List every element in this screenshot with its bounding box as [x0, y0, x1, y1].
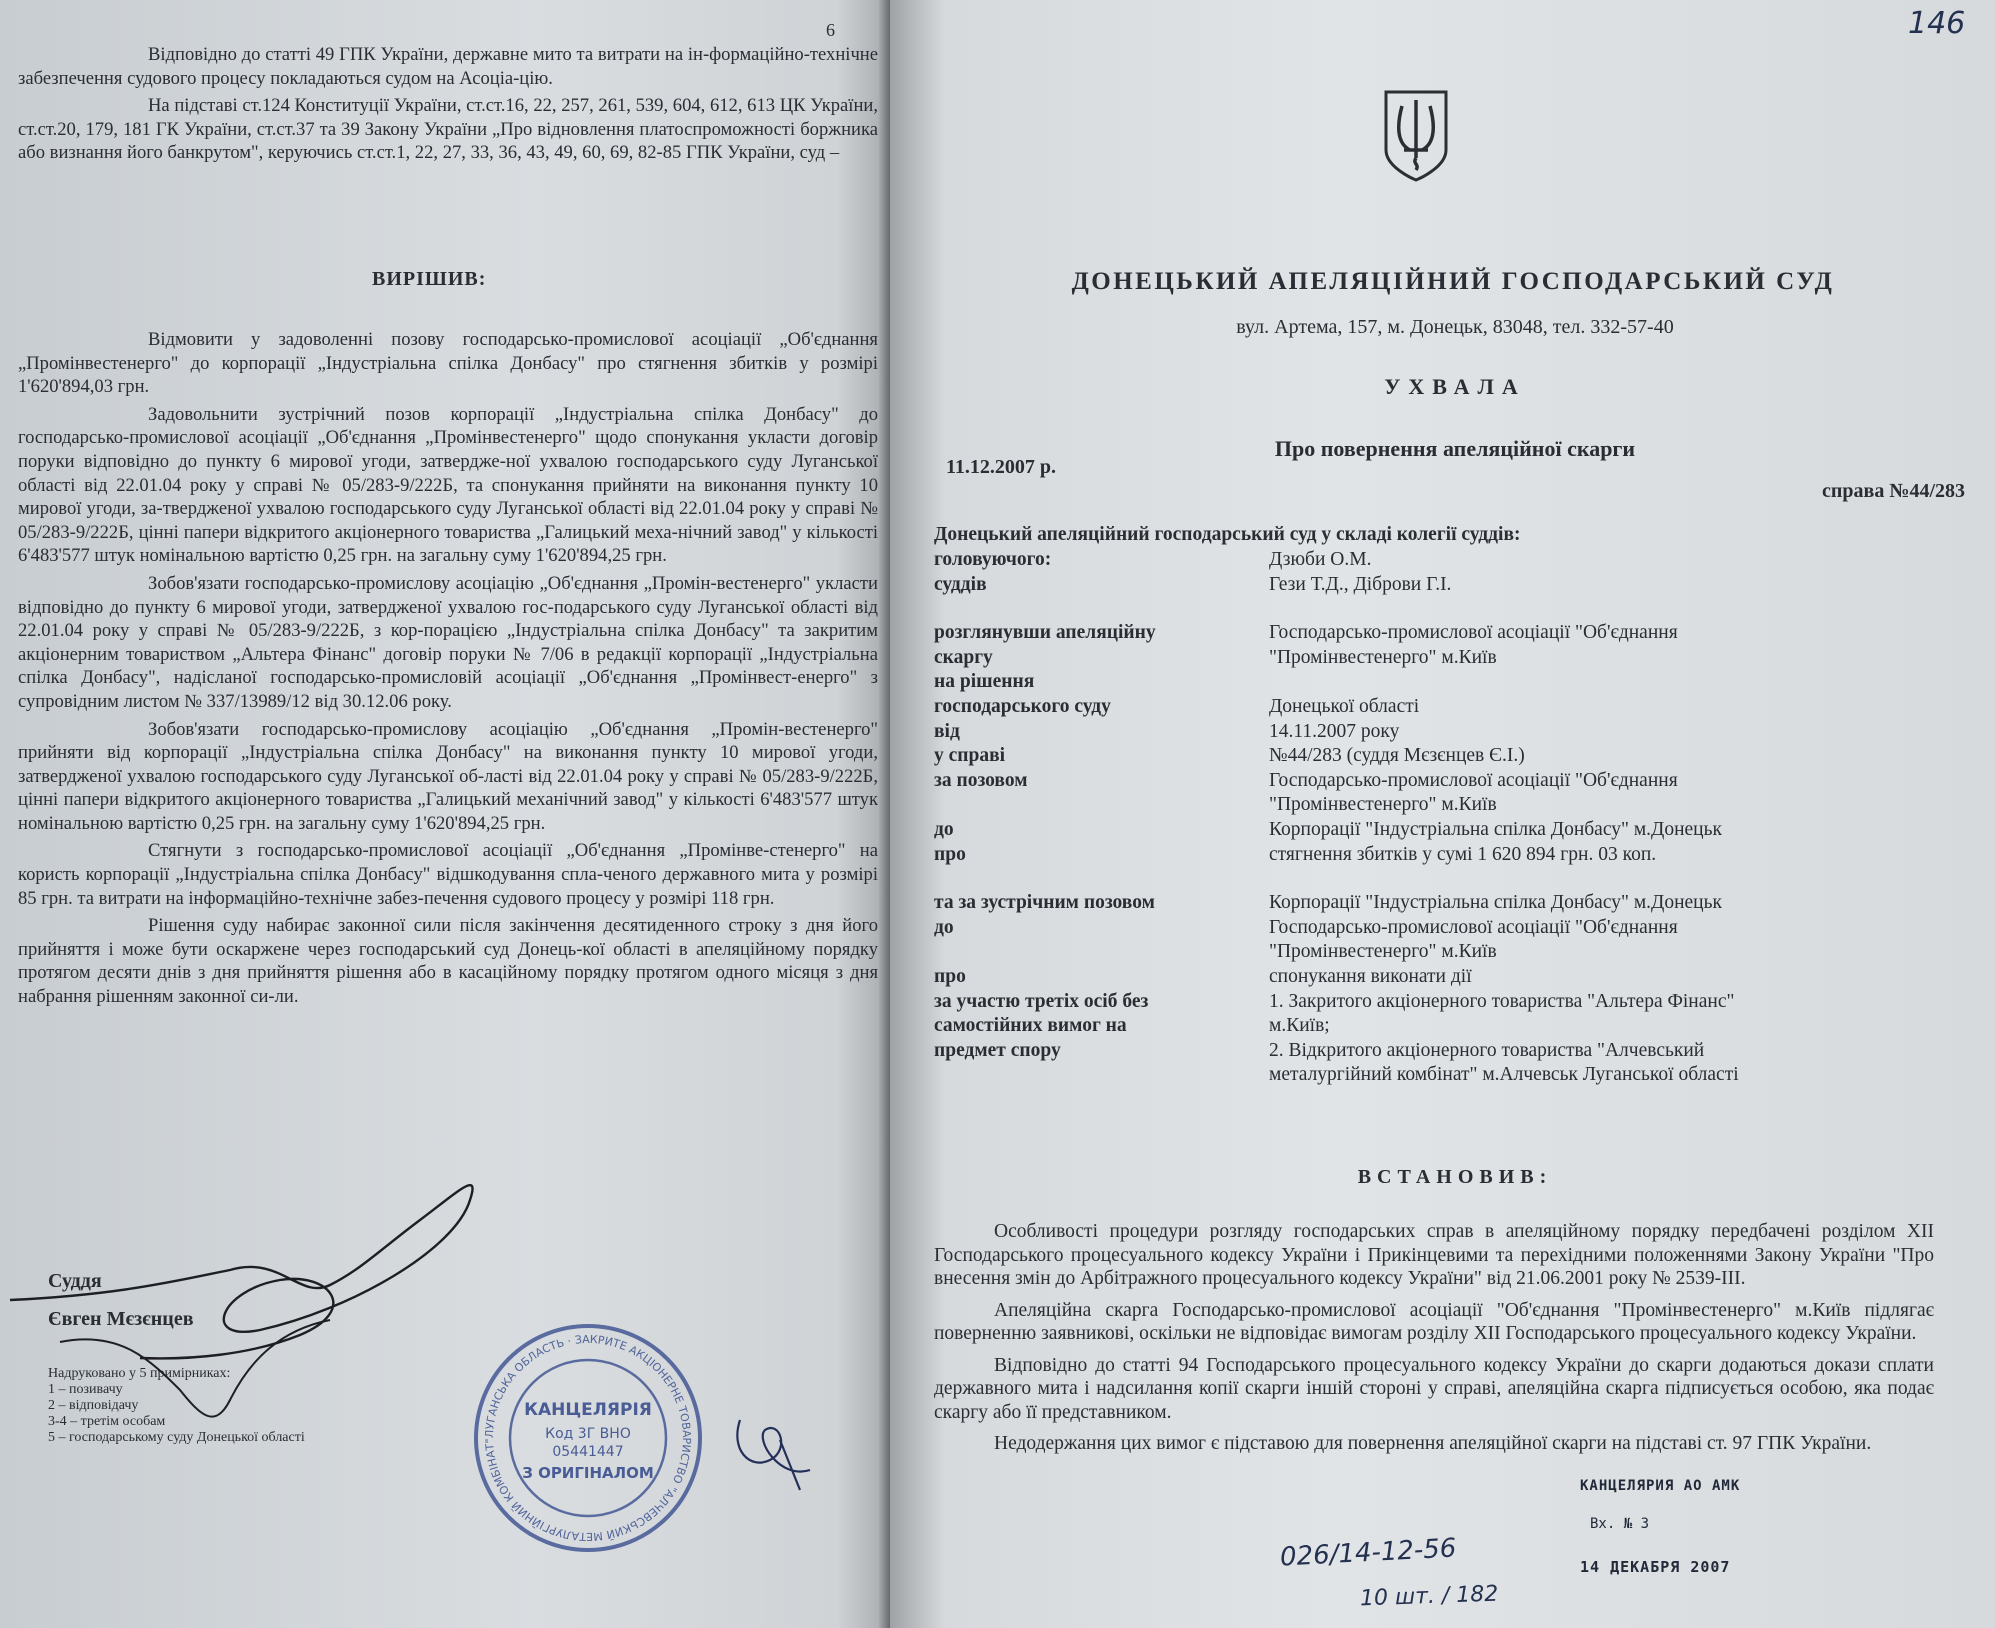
distribution-item: 5 – господарському суду Донецької області	[48, 1430, 305, 1445]
case-detail-value	[1269, 670, 1954, 695]
case-detail-row	[934, 793, 1954, 818]
distribution-item: 2 – відповідачу	[48, 1398, 139, 1413]
case-detail-row	[934, 965, 1954, 990]
decision-text	[18, 328, 878, 1009]
case-detail-value: спонукання виконати дії	[1269, 965, 1472, 987]
stamp-line2: Код 3Г ВНО	[545, 1426, 631, 1442]
case-detail-label	[934, 597, 1269, 621]
judge-name: Євген Мєзєнцев	[48, 1308, 194, 1330]
case-detail-value: стягнення збитків у сумі 1 620 894 грн. 03 коп.	[1269, 843, 1657, 865]
inbound-stamp	[1580, 1478, 1740, 1576]
case-detail-value: металургійний комбінат" м.Алчевськ Луганської області	[1269, 1064, 1739, 1086]
case-detail-row	[934, 867, 1954, 891]
case-detail-value: №44/283 (суддя Мєзєнцев Є.І.)	[1269, 745, 1525, 767]
case-detail-value: Корпорації "Індустріальна спілка Донбасу" м.Донецьк	[1269, 892, 1722, 914]
case-detail-label	[934, 793, 1269, 818]
case-detail-value: 2. Відкритого акціонерного товариства "Алчевський	[1269, 1039, 1705, 1061]
case-detail-label: до	[934, 818, 954, 840]
case-detail-row	[934, 621, 1954, 646]
paragraph: Апеляційна скарга Господарсько-промислової асоціації "Об'єднання "Промінвестенерго" м.Київ підлягає поверненню заявникові, оскільки не відповідає вимогам розділу XII Господарського процесуального кодексу України.	[934, 1299, 1934, 1344]
case-detail-row	[934, 818, 1954, 843]
case-detail-label: до	[934, 916, 954, 938]
paragraph: Зобов'язати господарсько-промислову асоціацію „Об'єднання „Промін-вестенерго" прийняти від корпорації „Індустріальна спілка Донбасу" на виконання пункту 10 мирової угоди, затвердженої ухвалою господарського суду Луганської об-ласті від 22.01.04 року у справі № 05/283-9/222Б, цінні папери відкритого акціонерного товариства „Галицький механічний завод" у кількості 6'483'577 штук номінальною вартістю 0,25 грн. на загальну суму 1'620'894,25 грн.	[18, 718, 878, 834]
court-name: ДОНЕЦЬКИЙ АПЕЛЯЦІЙНИЙ ГОСПОДАРСЬКИЙ СУД	[1071, 268, 1835, 295]
case-detail-row	[934, 548, 1954, 573]
round-stamp	[468, 1318, 708, 1558]
case-detail-label: самостійних вимог на	[934, 1015, 1127, 1037]
case-detail-row	[934, 1014, 1954, 1039]
case-detail-label: предмет спору	[934, 1039, 1061, 1061]
case-detail-row	[934, 670, 1954, 695]
case-detail-row	[934, 916, 1954, 941]
case-detail-row	[934, 1063, 1954, 1088]
court-address: вул. Артема, 157, м. Донецьк, 83048, тел. 332-57-40	[1236, 316, 1674, 338]
right-page	[890, 0, 1995, 1628]
case-detail-row	[934, 646, 1954, 671]
case-detail-value: Господарсько-промислової асоціації "Об'єднання	[1269, 916, 1678, 938]
case-details-table	[934, 548, 1954, 1088]
paragraph: Рішення суду набирає законної сили після закінчення десятиденного строку з дня його прийняття і може бути оскаржене через господарський суд Донець-кої області в апеляційному порядку протягом десяти днів з дня прийняття рішення або в касаційному порядку протягом одного місяця з дня набрання рішенням законної си-ли.	[18, 915, 878, 1008]
case-detail-value: 1. Закритого акціонерного товариства "Альтера Фінанс"	[1269, 990, 1735, 1012]
inbound-stamp-line1: КАНЦЕЛЯРИЯ АО АМК	[1580, 1478, 1741, 1494]
distribution-item: 3-4 – третім особам	[48, 1414, 166, 1429]
case-detail-value: Дзюби О.М.	[1269, 549, 1372, 570]
judge-label: Суддя	[48, 1270, 102, 1292]
case-detail-label: за участю третіх осіб без	[934, 990, 1149, 1012]
case-detail-row	[934, 744, 1954, 769]
case-detail-row	[934, 1039, 1954, 1064]
case-detail-label: скаргу	[934, 646, 993, 668]
case-detail-label	[934, 1063, 1269, 1088]
case-detail-row	[934, 695, 1954, 720]
paragraph: Особливості процедури розгляду господарських справ в апеляційному порядку передбачені розділом XII Господарського процесуального кодексу України і Прикінцевими та перехідними положеннями Закону України "Про внесення змін до Арбітражного процесуального кодексу України" від 21.06.2001 року № 2539-ІІІ.	[934, 1221, 1934, 1289]
case-detail-label: за позовом	[934, 769, 1028, 791]
case-detail-row	[934, 573, 1954, 598]
inbound-stamp-line2: Вх. № 3	[1590, 1516, 1650, 1532]
case-detail-value: Корпорації "Індустріальна спілка Донбасу" м.Донецьк	[1269, 818, 1722, 840]
stamp-ring-text: ЛУГАНСЬКА ОБЛАСТЬ · ЗАКРИТЕ АКЦІОНЕРНЕ ТОВАРИСТВО "АЛЧЕВСЬКИЙ МЕТАЛУРГІЙНИЙ КОМБІНАТ"	[482, 1332, 694, 1544]
case-detail-value: м.Київ;	[1269, 1015, 1330, 1037]
distribution-title: Надруковано у 5 примірниках:	[48, 1366, 231, 1381]
panel-intro: Донецький апеляційний господарський суд у складі колегії суддів:	[934, 524, 1521, 545]
case-detail-value	[1269, 597, 1954, 621]
coat-of-arms-icon	[1382, 88, 1450, 182]
case-detail-row	[934, 720, 1954, 745]
decision-heading: ВИРІШИВ:	[372, 268, 487, 290]
paragraph: На підставі ст.124 Конституції України, ст.ст.16, 22, 257, 261, 539, 604, 612, 613 ЦК України, ст.ст.20, 179, 181 ГК України, ст.ст.37 та 39 Закону України „Про відновлення платоспроможності боржника або визнання його банкрутом", керуючись ст.ст.1, 22, 27, 33, 36, 43, 49, 60, 69, 82-85 ГПК України, суд –	[18, 95, 878, 164]
distribution-item: 1 – позивачу	[48, 1382, 123, 1397]
case-detail-label: господарського суду	[934, 695, 1111, 717]
left-page	[0, 0, 890, 1628]
handwritten-registration: 026/14-12-56	[1279, 1533, 1458, 1573]
case-detail-row	[934, 891, 1954, 916]
case-detail-label: про	[934, 843, 966, 865]
case-detail-label	[934, 867, 1269, 891]
case-detail-value: Гези Т.Д., Діброви Г.І.	[1269, 573, 1452, 595]
case-detail-row	[934, 990, 1954, 1015]
paragraph: Відповідно до статті 49 ГПК України, державне мито та витрати на ін-формаційно-технічне забезпечення судового процесу покладаються судом на Асоціа-цію.	[18, 44, 878, 89]
case-detail-label: від	[934, 720, 960, 742]
stamp-line4: З ОРИГІНАЛОМ	[522, 1464, 654, 1482]
paragraph: Відмовити у задоволенні позову господарсько-промислової асоціації „Об'єднання „Промінвестенерго" до корпорації „Індустріальна спілка Донбасу" про стягнення збитків у розмірі 1'620'894,03 грн.	[18, 329, 878, 398]
intro-text	[18, 43, 878, 165]
paragraph: Стягнути з господарсько-промислової асоціації „Об'єднання „Промінве-стенерго" на користь корпорації „Індустріальна спілка Донбасу" відшкодування спла-ченого державного мита у розмірі 85 грн. та витрати на інформаційно-технічне забез-печення судового процесу у розмірі 118 грн.	[18, 840, 878, 909]
paragraph: Зобов'язати господарсько-промислову асоціацію „Об'єднання „Промін-вестенерго" укласти відповідно до пункту 6 мирової угоди, затвердженої ухвалою гос-подарського суду Луганської області від 22.01.04 року у справі № 05/283-9/222Б, з кор-порацією „Індустріальна спілка Донбасу" та закритим акціонерним товариством „Альтера Фінанс" договір поруки № 7/06 в редакції корпорації „Індустріальна спілка Донбасу", надісланої господарсько-промисловій асоціації „Об'єднання „Промінвест-енерго" з супровідним листом № 337/13989/12 від 30.12.06 року.	[18, 572, 878, 712]
case-detail-label	[934, 940, 1269, 965]
document-subject: Про повернення апеляційної скарги	[1274, 436, 1636, 461]
case-detail-row	[934, 597, 1954, 621]
document-type: УХВАЛА	[1384, 374, 1526, 399]
case-detail-value: "Промінвестенерго" м.Київ	[1269, 794, 1497, 816]
case-detail-label: головуючого:	[934, 549, 1052, 570]
paragraph: Задовольнити зустрічний позов корпорації „Індустріальна спілка Донбасу" до господарсько-промислової асоціації „Об'єднання „Промінвестенерго" щодо спонукання укласти договір поруки відповідно до пункту 6 мирової угоди, затвердже-ної ухвалою господарського суду Луганської області від 22.01.04 року у справі № 05/283-9/222Б, та спонукання прийняти на виконання пункту 10 мирової угоди, за-твердженої ухвалою господарського суду Луганської області від 22.01.04 року у справі № 05/283-9/222Б, цінні папери відкритого акціонерного товариства „Галицький меха-нічний завод" у кількості 6'483'577 штук номінальною вартістю 0,25 грн. на загальну суму 1'620'894,25 грн.	[18, 403, 878, 567]
paragraph: Відповідно до статті 94 Господарського процесуального кодексу України до скарги додаються докази сплати державного мита і надсилання копії скарги іншій стороні у справі, апеляційна скарга підписується особою, яка подає скаргу або її представником.	[934, 1354, 1934, 1423]
case-detail-row	[934, 843, 1954, 868]
case-detail-label: розглянувши апеляційну	[934, 622, 1156, 644]
case-detail-row	[934, 940, 1954, 965]
stamp-line3: 05441447	[552, 1444, 624, 1460]
stamp-line1: КАНЦЕЛЯРІЯ	[524, 1400, 652, 1420]
paragraph: Недодержання цих вимог є підставою для повернення апеляційної скарги на підставі ст. 97 ГПК України.	[994, 1433, 1872, 1454]
case-detail-row	[934, 769, 1954, 794]
case-detail-label: у справі	[934, 745, 1006, 767]
body-text	[934, 1220, 1934, 1464]
document-date: 11.12.2007 р.	[946, 456, 1057, 478]
case-detail-label: та за зустрічним позовом	[934, 892, 1155, 914]
case-detail-value	[1269, 867, 1954, 891]
handwritten-note: 10 шт. / 182	[1359, 1581, 1499, 1612]
inbound-stamp-date: 14 ДЕКАБРЯ 2007	[1580, 1558, 1731, 1576]
case-detail-value: "Промінвестенерго" м.Київ	[1269, 941, 1497, 963]
case-detail-label: суддів	[934, 573, 987, 595]
established-heading: ВСТАНОВИВ:	[1357, 1166, 1553, 1188]
case-detail-value: Господарсько-промислової асоціації "Об'єднання	[1269, 769, 1678, 791]
case-detail-label: про	[934, 965, 966, 987]
case-detail-value: 14.11.2007 року	[1269, 720, 1400, 742]
case-detail-value: Донецької області	[1269, 695, 1420, 717]
page-number: 6	[826, 20, 835, 40]
case-detail-value: Господарсько-промислової асоціації "Об'єднання	[1269, 622, 1678, 644]
case-detail-value: "Промінвестенерго" м.Київ	[1269, 646, 1497, 668]
case-number: справа №44/283	[1822, 480, 1965, 502]
certification-signature	[720, 1400, 830, 1500]
case-detail-label: на рішення	[934, 671, 1035, 693]
corner-page-number: 146	[1908, 6, 1966, 41]
